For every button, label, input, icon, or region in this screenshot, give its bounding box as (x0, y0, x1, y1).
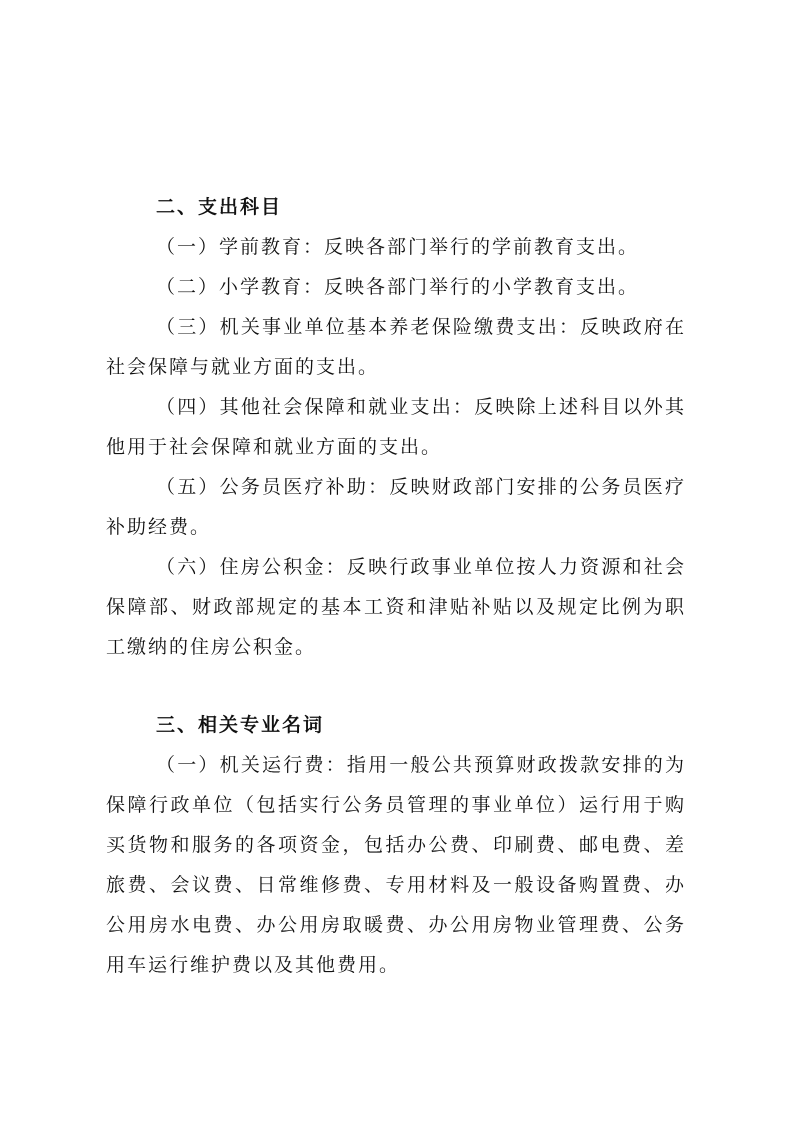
document-body (106, 187, 686, 985)
paragraph-other-social-security: （四）其他社会保障和就业支出：反映除上述科目以外其他用于社会保障和就业方面的支出。 (106, 396, 686, 458)
paragraph-pension-insurance: （三）机关事业单位基本养老保险缴费支出：反映政府在社会保障与就业方面的支出。 (106, 316, 686, 378)
paragraph-preschool-education: （一）学前教育：反映各部门举行的学前教育支出。 (156, 236, 640, 258)
section-heading-related-terms: 三、相关专业名词 (156, 714, 325, 736)
section-heading-expenditure-subjects: 二、支出科目 (156, 196, 283, 218)
paragraph-housing-fund: （六）住房公积金：反映行政事业单位按人力资源和社会保障部、财政部规定的基本工资和津贴补贴以及规定比例为职工缴纳的住房公积金。 (106, 556, 686, 658)
paragraph-primary-education: （二）小学教育：反映各部门举行的小学教育支出。 (156, 276, 640, 298)
section-spacer (106, 667, 686, 705)
paragraph-operating-expenses: （一）机关运行费：指用一般公共预算财政拨款安排的为保障行政单位（包括实行公务员管理的事业单位）运行用于购买货物和服务的各项资金，包括办公费、印刷费、邮电费、差旅费、会议费、日常维修费、专用材料及一般设备购置费、办公用房水电费、办公用房取暖费、办公用房物业管理费、公务用车运行维护费以及其他费用。 (106, 754, 686, 976)
paragraph-civil-servant-medical: （五）公务员医疗补助：反映财政部门安排的公务员医疗补助经费。 (106, 476, 686, 538)
